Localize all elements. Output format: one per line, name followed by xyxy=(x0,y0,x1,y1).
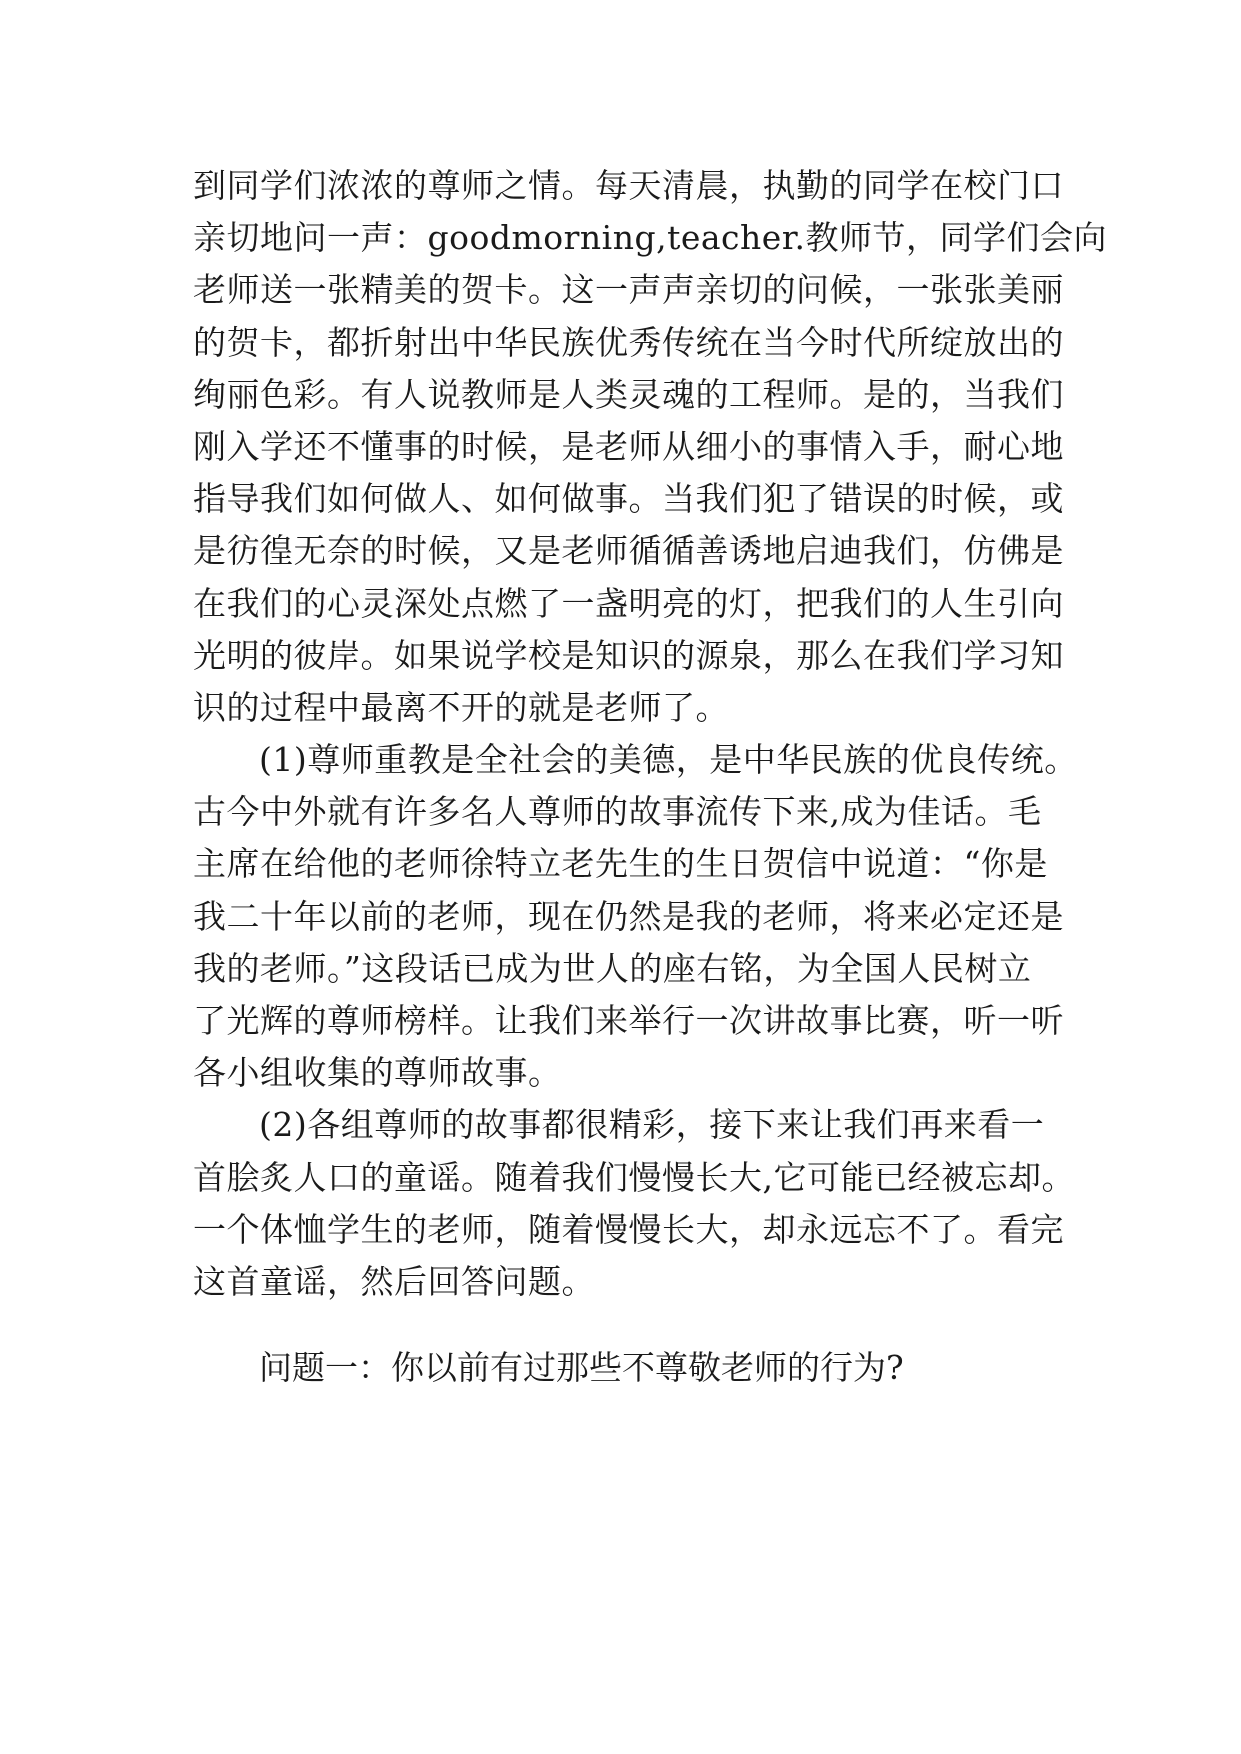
paragraph-line: 老师送一张精美的贺卡。这一声声亲切的问候，一张张美丽 xyxy=(193,270,1064,310)
paragraph-line: 了光辉的尊师榜样。让我们来举行一次讲故事比赛，听一听 xyxy=(193,1001,1064,1040)
paragraph-line: 的贺卡，都折射出中华民族优秀传统在当今时代所绽放出的 xyxy=(193,322,1064,362)
paragraph-line: 各小组收集的尊师故事。 xyxy=(193,1053,562,1093)
paragraph-line: 是彷徨无奈的时候，又是老师循循善诱地启迪我们，仿佛是 xyxy=(193,531,1064,571)
body-text xyxy=(193,160,1107,1308)
paragraph-line: 绚丽色彩。有人说教师是人类灵魂的工程师。是的，当我们 xyxy=(193,374,1064,414)
paragraph-line: 我二十年以前的老师，现在仍然是我的老师，将来必定还是 xyxy=(193,896,1064,936)
paragraph-line: 在我们的心灵深处点燃了一盏明亮的灯，把我们的人生引向 xyxy=(193,583,1064,623)
paragraph-line: 一个体恤学生的老师，随着慢慢长大，却永远忘不了。看完 xyxy=(193,1209,1064,1249)
paragraph-line: 我的老师。”这段话已成为世人的座右铭，为全国人民树立 xyxy=(193,948,1032,988)
paragraph-line: 识的过程中最离不开的就是老师了。 xyxy=(193,687,729,727)
paragraph-line: (1)尊师重教是全社会的美德，是中华民族的优良传统。 xyxy=(259,740,1078,780)
paragraph-line: 到同学们浓浓的尊师之情。每天清晨，执勤的同学在校门口 xyxy=(193,166,1064,205)
question-one: 问题一：你以前有过那些不尊敬老师的行为? xyxy=(259,1348,904,1387)
paragraph-line: 亲切地问一声：goodmorning,teacher.教师节，同学们会向 xyxy=(193,218,1107,258)
paragraph-line: 指导我们如何做人、如何做事。当我们犯了错误的时候，或 xyxy=(193,479,1064,519)
paragraph-line: 主席在给他的老师徐特立老先生的生日贺信中说道：“你是 xyxy=(193,844,1048,884)
paragraph-line: 首脍炙人口的童谣。随着我们慢慢长大,它可能已经被忘却。 xyxy=(193,1157,1075,1197)
paragraph-line: 这首童谣，然后回答问题。 xyxy=(193,1261,595,1301)
paragraph-line: (2)各组尊师的故事都很精彩，接下来让我们再来看一 xyxy=(259,1105,1045,1145)
paragraph-line: 刚入学还不懂事的时候，是老师从细小的事情入手，耐心地 xyxy=(193,426,1064,466)
paragraph-line: 光明的彼岸。如果说学校是知识的源泉，那么在我们学习知 xyxy=(193,635,1064,675)
paragraph-line: 古今中外就有许多名人尊师的故事流传下来,成为佳话。毛 xyxy=(193,792,1042,832)
